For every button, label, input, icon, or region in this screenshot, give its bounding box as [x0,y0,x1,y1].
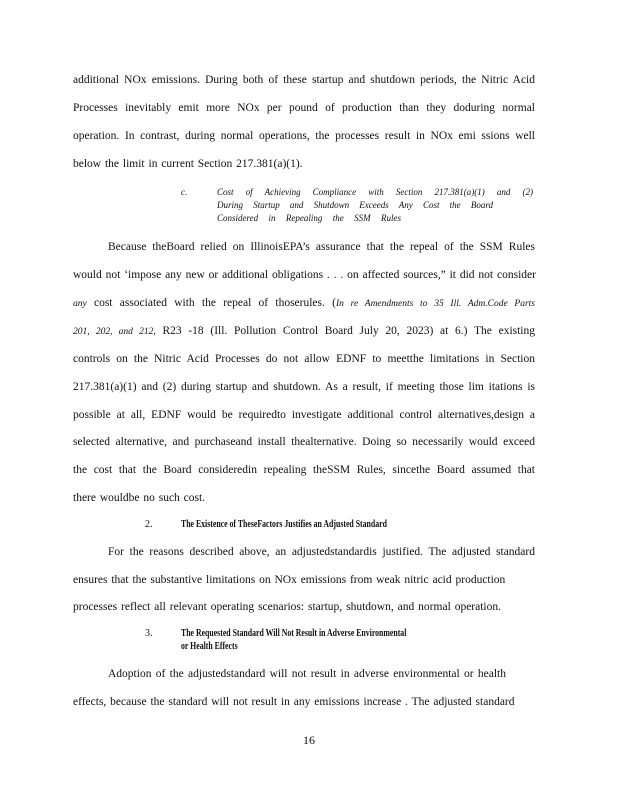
body-line-with-citation [73,324,535,339]
body-line: would not ‘impose any new or additional obligations . . . on affected sources,” it did not consider [73,269,536,281]
body-line: ensures that the substantive limitations on NOx emissions from weak nitric acid production [73,574,506,586]
body-line: effects, because the standard will not result in any emissions increase . The adjusted standard [73,696,515,708]
body-line: additional NOx emissions. During both of these startup and shutdown periods, the Nitric Acid [73,74,535,86]
body-line: selected alternative, and purchaseand install thealternative. Doing so necessarily would exceed [73,436,535,448]
body-line-with-citation [73,296,535,311]
body-line: Because theBoard relied on IllinoisEPA’s assurance that the repeal of the SSM Rules [108,241,535,253]
body-line: operation. In contrast, during normal operations, the processes result in NOx emi ssions well [73,130,535,142]
subsection-heading-line: During Startup and Shutdown Exceeds Any Cost the Board [217,200,493,210]
body-text: R23 -18 (Ill. Pollution Control Board July 20, 2023) at 6.) The existing [155,325,536,337]
body-line: below the limit in current Section 217.381(a)(1). [73,158,303,170]
body-line: possible at all, EDNF would be requiredto investigate additional control alternatives,design a [73,409,535,421]
body-line: there wouldbe no such cost. [73,492,206,504]
page-number: 16 [303,733,315,747]
body-line: Adoption of the adjustedstandard will not result in adverse environmental or health [108,668,506,680]
subsection-heading-line: Considered in Repealing the SSM Rules [217,213,401,223]
subsection-heading-line: Cost of Achieving Compliance with Section 217.381(a)(1) and (2) [217,187,533,197]
body-line: processes reflect all relevant operating scenarios: startup, shutdown, and normal operation. [73,601,501,613]
section-number: 2. [145,519,153,530]
section-heading-line2: or Health Effects [181,641,238,652]
section-heading: The Existence of TheseFactors Justifies an Adjusted Standard [181,519,387,530]
subsection-marker: c. [181,187,188,197]
body-text: cost associated with the repeal of thoserules. ( [86,297,336,309]
section-number: 3. [145,628,153,639]
body-line: Processes inevitably emit more NOx per pound of production than they doduring normal [73,102,535,114]
case-citation: 201, 202, and 212, [73,327,156,337]
body-line: 217.381(a)(1) and (2) during startup and shutdown. As a result, if meeting those lim itations is [73,381,535,393]
italic-text: any [73,299,87,309]
section-heading: The Requested Standard Will Not Result in Adverse Environmental [181,628,407,639]
body-line: controls on the Nitric Acid Processes do not allow EDNF to meetthe limitations in Section [73,353,535,365]
body-line: the cost that the Board consideredin repealing theSSM Rules, sincethe Board assumed that [73,464,535,476]
case-citation: In re Amendments to 35 Ill. Adm.Code Parts [335,299,535,309]
body-line: For the reasons described above, an adjustedstandardis justified. The adjusted standard [108,546,535,558]
